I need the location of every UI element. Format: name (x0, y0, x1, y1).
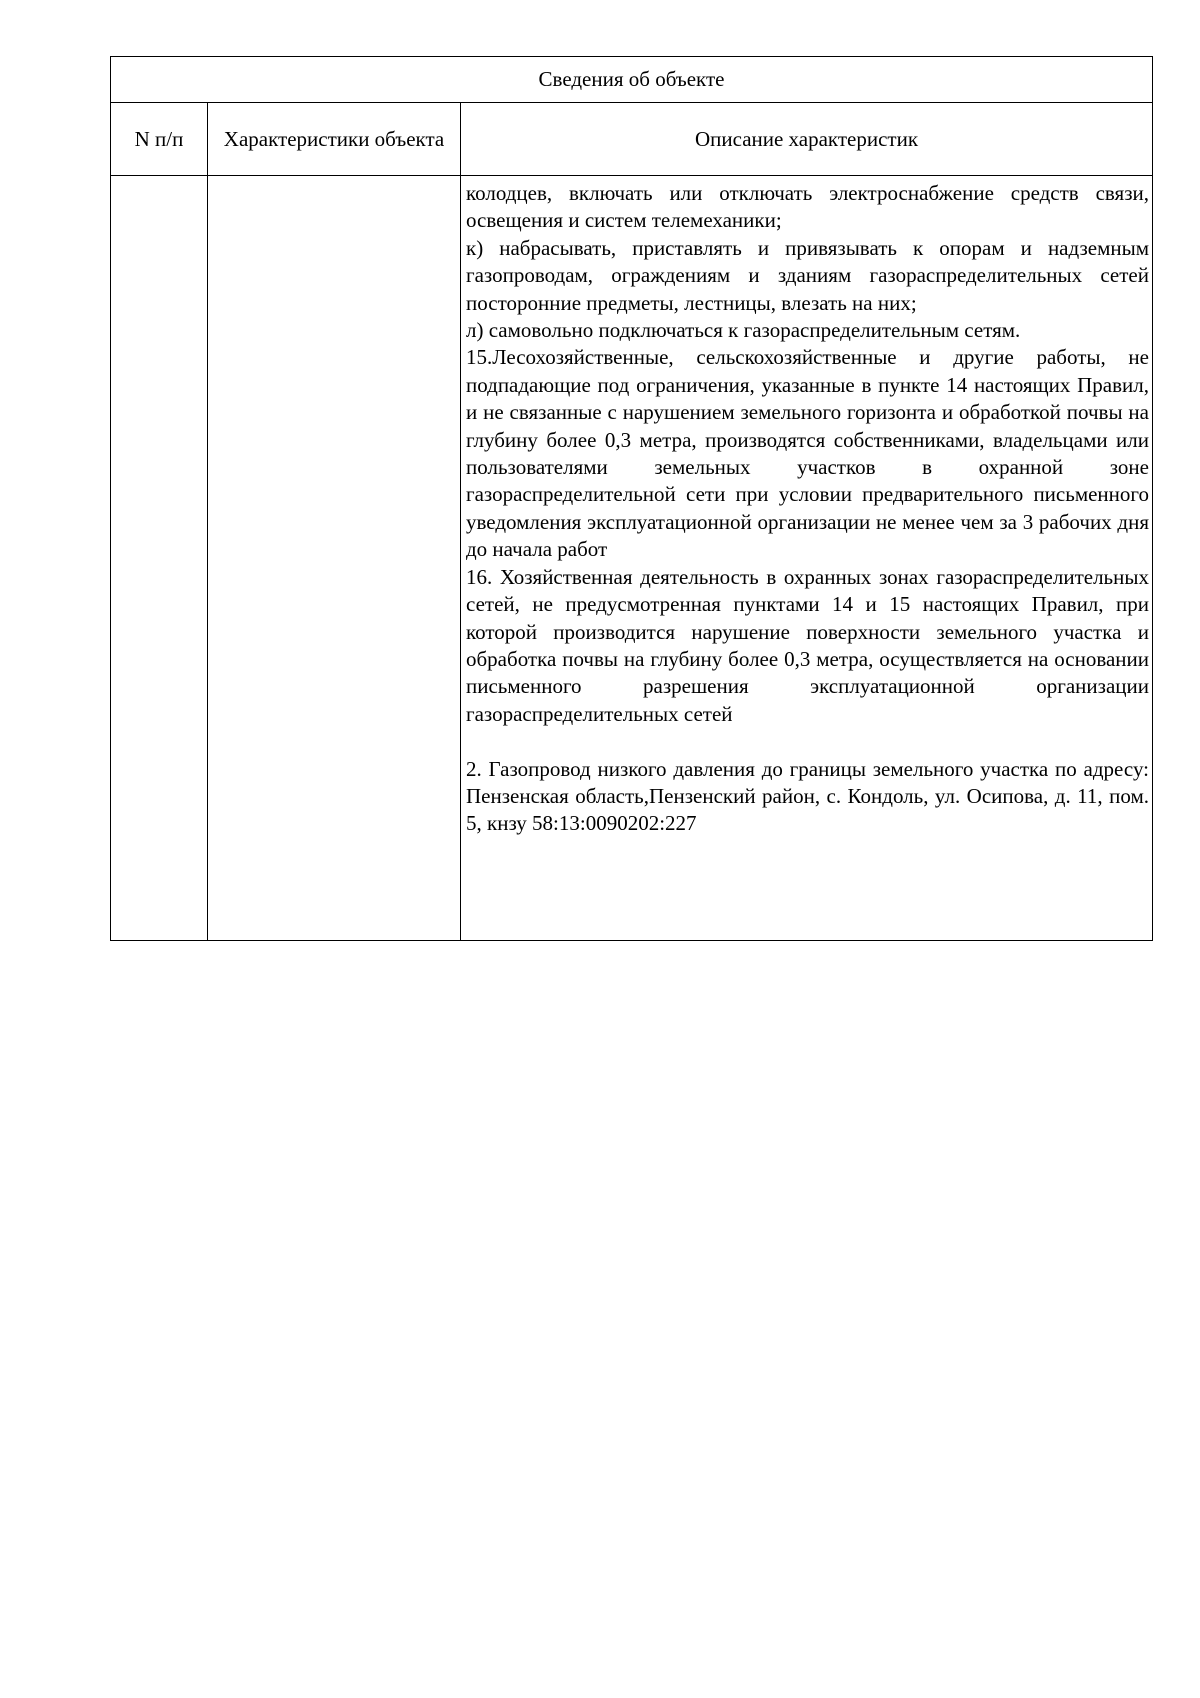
table-title-row (111, 57, 1153, 103)
description-paragraph: 2. Газопровод низкого давления до границы земельного участка по адресу: Пензенская область,Пензенский район, с. Кондоль, ул. Осипова, д. 11, пом. 5, кнзу 58:13:0090202:227 (466, 756, 1149, 836)
row-characteristics-cell (208, 176, 461, 941)
table-header-row (111, 103, 1153, 176)
description-paragraph: л) самовольно подключаться к газораспределительным сетям. (466, 318, 1021, 343)
object-info-table (110, 56, 1153, 941)
paragraph-gap (466, 728, 1149, 755)
description-paragraph: 15.Лесохозяйственные, сельскохозяйственные и другие работы, не подпадающие под ограничения, указанные в пункте 14 настоящих Правил, и не связанные с нарушением земельного горизонта и обработкой почвы на глубину более 0,3 метра, производятся собственниками, владельцами или пользователями земельных участков в охранной зоне газораспределительной сети при условии предварительного письменного уведомления эксплуатационной организации не менее чем за 3 рабочих дня до начала работ (466, 345, 1149, 562)
header-characteristics: Характеристики объекта (208, 103, 461, 176)
table-title: Сведения об объекте (111, 57, 1153, 103)
header-description: Описание характеристик (461, 103, 1153, 176)
table-row (111, 176, 1153, 941)
header-number: N п/п (111, 103, 208, 176)
row-description-cell (461, 176, 1153, 941)
description-paragraph: 16. Хозяйственная деятельность в охранных зонах газораспределительных сетей, не предусмотренная пунктами 14 и 15 настоящих Правил, при которой производится нарушение поверхности земельного участка и обработка почвы на глубину более 0,3 метра, осуществляется на основании письменного разрешения эксплуатационной организации газораспределительных сетей (466, 564, 1149, 726)
description-paragraph: к) набрасывать, приставлять и привязывать к опорам и надземным газопроводам, ограждениям и зданиям газораспределительных сетей посторонние предметы, лестницы, влезать на них; (466, 235, 1149, 315)
description-paragraph: колодцев, включать или отключать электроснабжение средств связи, освещения и систем телемеханики; (466, 181, 1149, 233)
row-number-cell (111, 176, 208, 941)
